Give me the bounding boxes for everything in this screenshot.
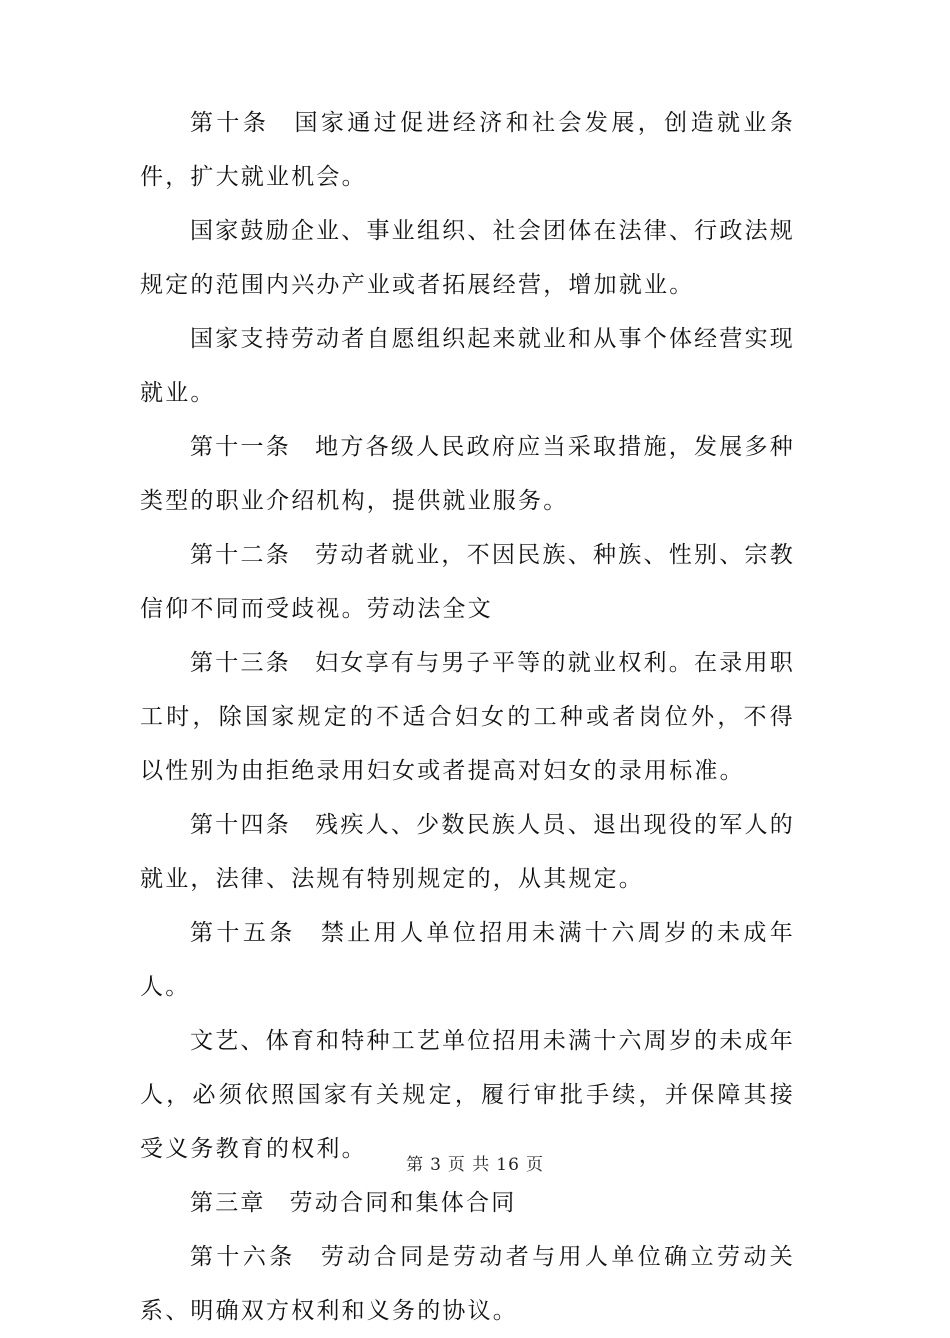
article-heading: 第十五条	[190, 920, 296, 946]
paragraph-text: 国家鼓励企业、事业组织、社会团体在法律、行政法规规定的范围内兴办产业或者拓展经营，增加就业。	[140, 218, 795, 298]
article-heading: 第十四条	[190, 812, 292, 838]
paragraph-text: 国家支持劳动者自愿组织起来就业和从事个体经营实现就业。	[140, 326, 795, 406]
chapter-number: 第三章	[190, 1190, 266, 1216]
paragraph-article-11	[140, 420, 795, 528]
paragraph-article-15	[140, 906, 795, 1014]
paragraph	[140, 312, 795, 420]
paragraph-text: 国家通过促进经济和社会发展，创造就业条件，扩大就业机会。	[140, 110, 795, 190]
paragraph-text: 劳动者就业，不因民族、种族、性别、宗教信仰不同而受歧视。劳动法全文	[140, 542, 795, 622]
paragraph-article-10	[140, 96, 795, 204]
paragraph-article-13	[140, 636, 795, 798]
footer-suffix: 页	[525, 1155, 544, 1175]
paragraph-text: 妇女享有与男子平等的就业权利。在录用职工时，除国家规定的不适合妇女的工种或者岗位外，不得以性别为由拒绝录用妇女或者提高对妇女的录用标准。	[140, 650, 795, 784]
chapter-title: 劳动合同和集体合同	[289, 1190, 517, 1216]
paragraph-text: 劳动合同是劳动者与用人单位确立劳动关系、明确双方权利和义务的协议。	[140, 1244, 795, 1324]
paragraph-article-14	[140, 798, 795, 906]
paragraph-article-16	[140, 1230, 795, 1338]
chapter-heading	[140, 1176, 795, 1230]
article-heading: 第十条	[190, 110, 270, 136]
footer-prefix: 第	[406, 1155, 425, 1175]
article-heading: 第十二条	[190, 542, 292, 568]
article-heading: 第十一条	[190, 434, 292, 460]
page-number: 3	[430, 1155, 442, 1175]
paragraph	[140, 204, 795, 312]
footer-mid: 页 共	[447, 1155, 491, 1175]
article-heading: 第十六条	[190, 1244, 296, 1270]
paragraph-text: 禁止用人单位招用未满十六周岁的未成年人。	[140, 920, 795, 1000]
page-total: 16	[496, 1155, 520, 1175]
page-footer	[0, 1150, 950, 1175]
article-heading: 第十三条	[190, 650, 292, 676]
paragraph-text: 文艺、体育和特种工艺单位招用未满十六周岁的未成年人，必须依照国家有关规定，履行审批手续，并保障其接受义务教育的权利。	[140, 1028, 795, 1162]
paragraph-text: 地方各级人民政府应当采取措施，发展多种类型的职业介绍机构，提供就业服务。	[140, 434, 795, 514]
paragraph-text: 残疾人、少数民族人员、退出现役的军人的就业，法律、法规有特别规定的，从其规定。	[140, 812, 795, 892]
paragraph-article-12	[140, 528, 795, 636]
